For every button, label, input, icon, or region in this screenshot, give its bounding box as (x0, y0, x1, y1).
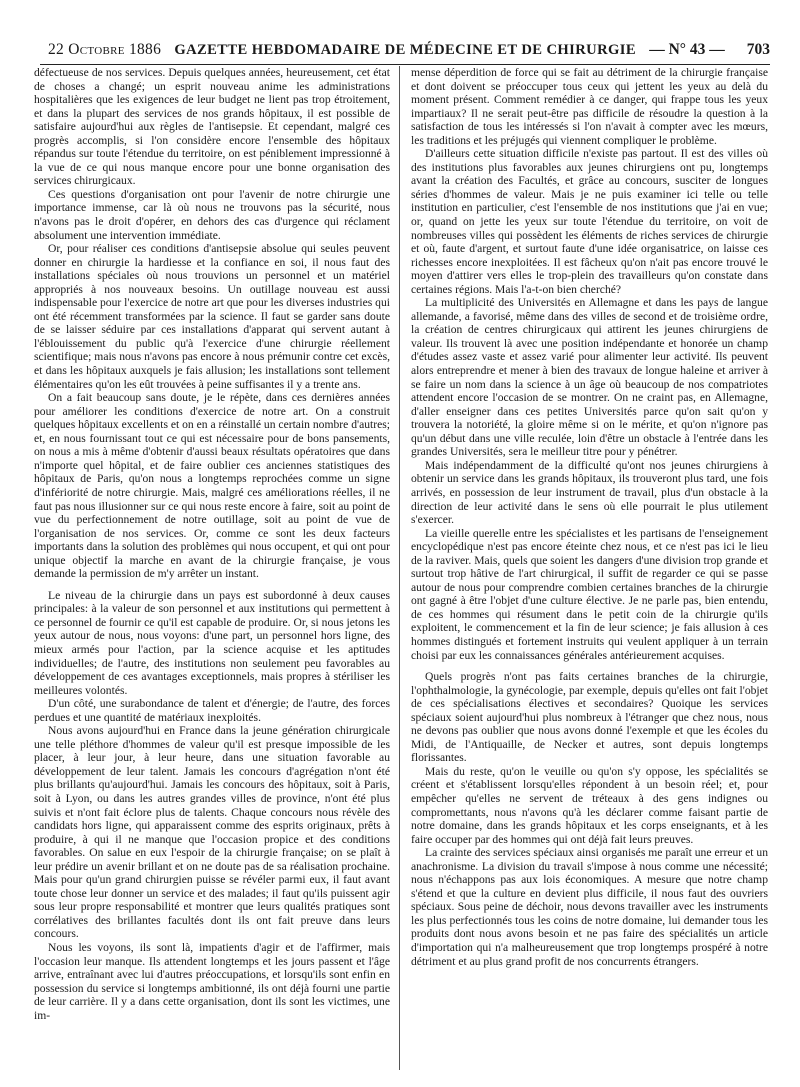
paragraph: D'ailleurs cette situation difficile n'existe pas partout. Il est des villes où des institutions plus favorables aux jeunes chirurgiens ont pu, longtemps avant la création des Facultés, et grâce au concours, susciter de longues séries d'hommes de valeur. Mais je ne puis examiner ici telle ou telle institution en particulier, c'est l'ensemble de nos institutions que j'ai en vue; or, quand on jette les yeux sur toute l'étendue du territoire, on voit de nombreuses villes qui possèdent les éléments de riches services de chirurgie et où, faute d'argent, et surtout faute d'une idée organisatrice, on laisse ces richesses encore inexploitées. Il est fâcheux qu'on n'ait pas encore trouvé le moyen d'attirer vers elles le trop-plein des travailleurs qu'on constate dans certaines régions. Mais l'a-t-on bien cherché? (411, 147, 768, 296)
paragraph: La vieille querelle entre les spécialistes et les partisans de l'enseignement encyclopédique n'est pas encore éteinte chez nous, et ce n'est pas ici le lieu de la raviver. Mais, quels que soient les dangers d'une division trop grande et surtout trop hâtive de l'art chirurgical, il suffit de regarder ce qui se passe autour de nous pour comprendre combien certaines branches de la chirurgie ont gagné à être l'objet d'une culture élective. Je ne parle pas, bien entendu, de ces hommes qui résument dans le petit coin de la chirurgie qu'ils exploitent, le commencement et la fin de leur science; je fais allusion à ces hommes distingués et fortement instruits qui veulent appliquer à un terrain choisi par eux les connaissances générales antérieurement acquises. (411, 526, 768, 662)
issue-number: — N° 43 — (649, 41, 725, 58)
column-divider (399, 66, 400, 1070)
paragraph: défectueuse de nos services. Depuis quelques années, heureusement, cet état de choses a changé; un esprit nouveau anime les administrations hospitalières que les exigences de leur budget ne lient pas trop étroitement, et dans la plupart des services de nos grands hôpitaux, il est possible de satisfaire aujourd'hui aux règles de l'antisepsie. Et cependant, malgré ces progrès accomplis, si l'on considère encore l'ensemble des hôpitaux répandus sur toute l'étendue du territoire, on est péniblement impressionné à la vue de ce qui nous manque encore pour une bonne organisation des services chirurgicaux. (34, 66, 390, 188)
paragraph: Nous les voyons, ils sont là, impatients d'agir et de l'affirmer, mais l'occasion leur manque. Ils attendent longtemps et les jours passent et l'âge arrive, entraînant avec lui d'autres préoccupations, et lorsqu'ils sont enfin en possession du service si longtemps ambitionné, ils ont déjà fourni une partie de leur carrière. Il y a dans cette organisation, dont ils sont les victimes, une im- (34, 941, 390, 1022)
page-header (48, 38, 770, 62)
paragraph: Le niveau de la chirurgie dans un pays est subordonné à deux causes principales: à la valeur de son personnel et aux institutions qui permettent à ce personnel de fournir ce qu'il est capable de produire. Or, si nous jetons les yeux autour de nous, nous voyons: d'une part, un personnel hors ligne, des mieux armés pour l'action, par la science acquise et les aptitudes individuelles; de l'autre, des institutions non seulement peu favorables au développement de ces avantages exceptionnels, mais propres à stériliser les meilleures volontés. (34, 588, 390, 697)
right-column (411, 66, 768, 968)
paragraph: Or, pour réaliser ces conditions d'antisepsie absolue qui seules peuvent donner en chirurgie la hardiesse et la confiance en soi, il nous faut des installations spéciales où nous trouvions un personnel et un matériel appropriés à nos nouveaux besoins. Un outillage nouveau est aussi indispensable pour l'exercice de notre art que pour les diverses industries qui ont été récemment transformées par la science. Il faut se garder sans doute de se laisser séduire par ces installations d'apparat qui servent autant à l'éblouissement du public qu'à l'exercice d'une chirurgie réellement scientifique; mais nous n'avons pas encore à nous prémunir contre cet excès, et dans les hôpitaux auxquels je fais allusion; les installations sont tellement élémentaires qu'on les eût trouvées à peine suffisantes il y a trente ans. (34, 242, 390, 391)
paragraph: La multiplicité des Universités en Allemagne et dans les pays de langue allemande, a favorisé, même dans des villes de second et de troisième ordre, la création de centres chirurgicaux qui attirent les jeunes chirurgiens de valeur. Ils trouvent là avec une position indépendante et honorée un champ d'études assez vaste et assez varié pour alimenter leur activité. Ils peuvent alors entreprendre et mener à bien des travaux de longue haleine et arriver à se faire un nom dans la science à un âge où beaucoup de nos compatriotes attendent encore l'occasion de se montrer. On ne craint pas, en Allemagne, d'aller enseigner dans ces petites Universités parce qu'on sait qu'on y trouvera la notoriété, la gloire même si on le mérite, et qu'on n'ignore pas qu'un début dans une ville reculée, loin d'être un obstacle à l'entrée dans les grandes Universités, sera le meilleur titre pour y pénétrer. (411, 296, 768, 459)
header-right (649, 41, 770, 59)
paragraph: On a fait beaucoup sans doute, je le répète, dans ces dernières années pour améliorer les conditions d'exercice de notre art. On a construit quelques hôpitaux excellents et on en a réinstallé un certain nombre d'autres; et, en nous fournissant tout ce qui est nécessaire pour de bons pansements, on nous a mis à même d'obtenir d'aussi beaux résultats opératoires que dans n'importe quel hôpital, et de faire oublier ces anciennes statistiques des hôpitaux de Paris, qu'on nous a longtemps reprochées comme un signe d'infériorité de notre chirurgie. Mais, malgré ces améliorations réelles, il ne faut pas nous illusionner sur ce qui nous reste encore à faire, soit au point de vue du perfectionnement de notre outillage, soit au point de vue de l'organisation de nos services. Or, comme ce sont les deux facteurs importants dans la solution des problèmes qui nous occupent, et qui ont pour unique objectif la marche en avant de la chirurgie française, je vous demande la permission de m'y arrêter un instant. (34, 391, 390, 581)
header-rule (40, 64, 770, 65)
page-number: 703 (746, 41, 770, 58)
paragraph: D'un côté, une surabondance de talent et d'énergie; de l'autre, des forces perdues et une quantité de matériaux inexploités. (34, 697, 390, 724)
paragraph: Nous avons aujourd'hui en France dans la jeune génération chirurgicale une telle pléthore d'hommes de valeur qu'il est presque impossible de les placer, à leur jour, à leur heure, dans une situation favorable au développement de leur talent. Jamais les concours d'agrégation n'ont été plus brillants qu'aujourd'hui. Jamais les concours des hôpitaux, soit à Paris, soit à Lyon, ou dans les autres grandes villes de province, n'ont été plus suivis et n'ont fait éclore plus de talents. Chaque concours nous révèle des candidats hors ligne, qui apparaissent comme des esprits originaux, prêts à produire, à qui il ne manque que l'occasion propice et des conditions favorables. On salue en eux l'espoir de la chirurgie française; on se plaît à leur prédire un avenir brillant et on ne doute pas de sa réalisation prochaine. Mais pour qu'un grand chirurgien puisse se révéler parmi eux, il faut avant toute chose leur donner un service et des malades; il faut qu'ils puissent agir sous leur propre responsabilité et montrer que leurs qualités pratiques sont corrélatives des brillantes facultés dont ils ont fait preuve dans leurs concours. (34, 724, 390, 941)
paragraph: La crainte des services spéciaux ainsi organisés me paraît une erreur et un anachronisme. La division du travail s'impose à nous comme une nécessité; nous n'échappons pas aux lois économiques. A mesure que notre champ s'étend et que la culture en devient plus difficile, il nous faut des ouvriers spéciaux. Sous peine de déchoir, nous devons travailler avec les instruments les plus perfectionnés tous les coins de notre domaine, lui demander tous les produits dont nous avons besoin et ne pas faire des spécialités un article d'importation qui n'a malheureusement que trop longtemps prospéré à notre détriment et au plus grand profit de nos concurrents étrangers. (411, 846, 768, 968)
journal-title: GAZETTE HEBDOMADAIRE DE MÉDECINE ET DE CHIRURGIE (174, 41, 637, 58)
paragraph: Ces questions d'organisation ont pour l'avenir de notre chirurgie une importance immense, car là où nous ne trouvons pas la sécurité, nous n'avons pas le droit d'opérer, en dehors des cas d'urgence qui réclament absolument une intervention immédiate. (34, 187, 390, 242)
paragraph: Quels progrès n'ont pas faits certaines branches de la chirurgie, l'ophthalmologie, la gynécologie, par exemple, depuis qu'elles ont fait l'objet de ces spécialisations électives et secondaires? Quoique les services spéciaux soient aujourd'hui plus nombreux à l'étranger que chez nous, nous ne devons pas oublier que nous avons donné l'exemple et que les écoles du Midi, de l'Antiquaille, de Necker et autres, sont depuis longtemps florissantes. (411, 670, 768, 765)
left-column (34, 66, 390, 1022)
paragraph: Mais du reste, qu'on le veuille ou qu'on s'y oppose, les spécialités se créent et s'établissent lorsqu'elles répondent à un besoin réel; et, pour empêcher qu'elles ne servent de tréteaux à des gens indignes ou compromettants, nous n'avons qu'à les déclarer comme faisant partie de notre domaine, dans les grands hôpitaux et les corps enseignants, et à les faire occuper par des hommes qui ont déjà fait leurs preuves. (411, 764, 768, 846)
paragraph: mense déperdition de force qui se fait au détriment de la chirurgie française et dont doivent se préoccuper tous ceux qui jettent les yeux au delà du moment présent. Comment remédier à ce danger, qui frappe tous les yeux impartiaux? Il ne serait peut-être pas difficile de résoudre la question à la satisfaction de tous les intéressés si l'on n'avait à compter avec les mœurs, les traditions et les préjugés qui viennent compliquer le problème. (411, 66, 768, 147)
issue-date: 22 Octobre 1886 (48, 41, 162, 58)
paragraph: Mais indépendamment de la difficulté qu'ont nos jeunes chirurgiens à obtenir un service dans les grands hôpitaux, ils trouveront plus tard, une fois arrivés, en possession de leur instrument de travail, plus d'un obstacle à la direction de leur activité dans le sens où elle pourrait le plus utilement s'exercer. (411, 458, 768, 527)
